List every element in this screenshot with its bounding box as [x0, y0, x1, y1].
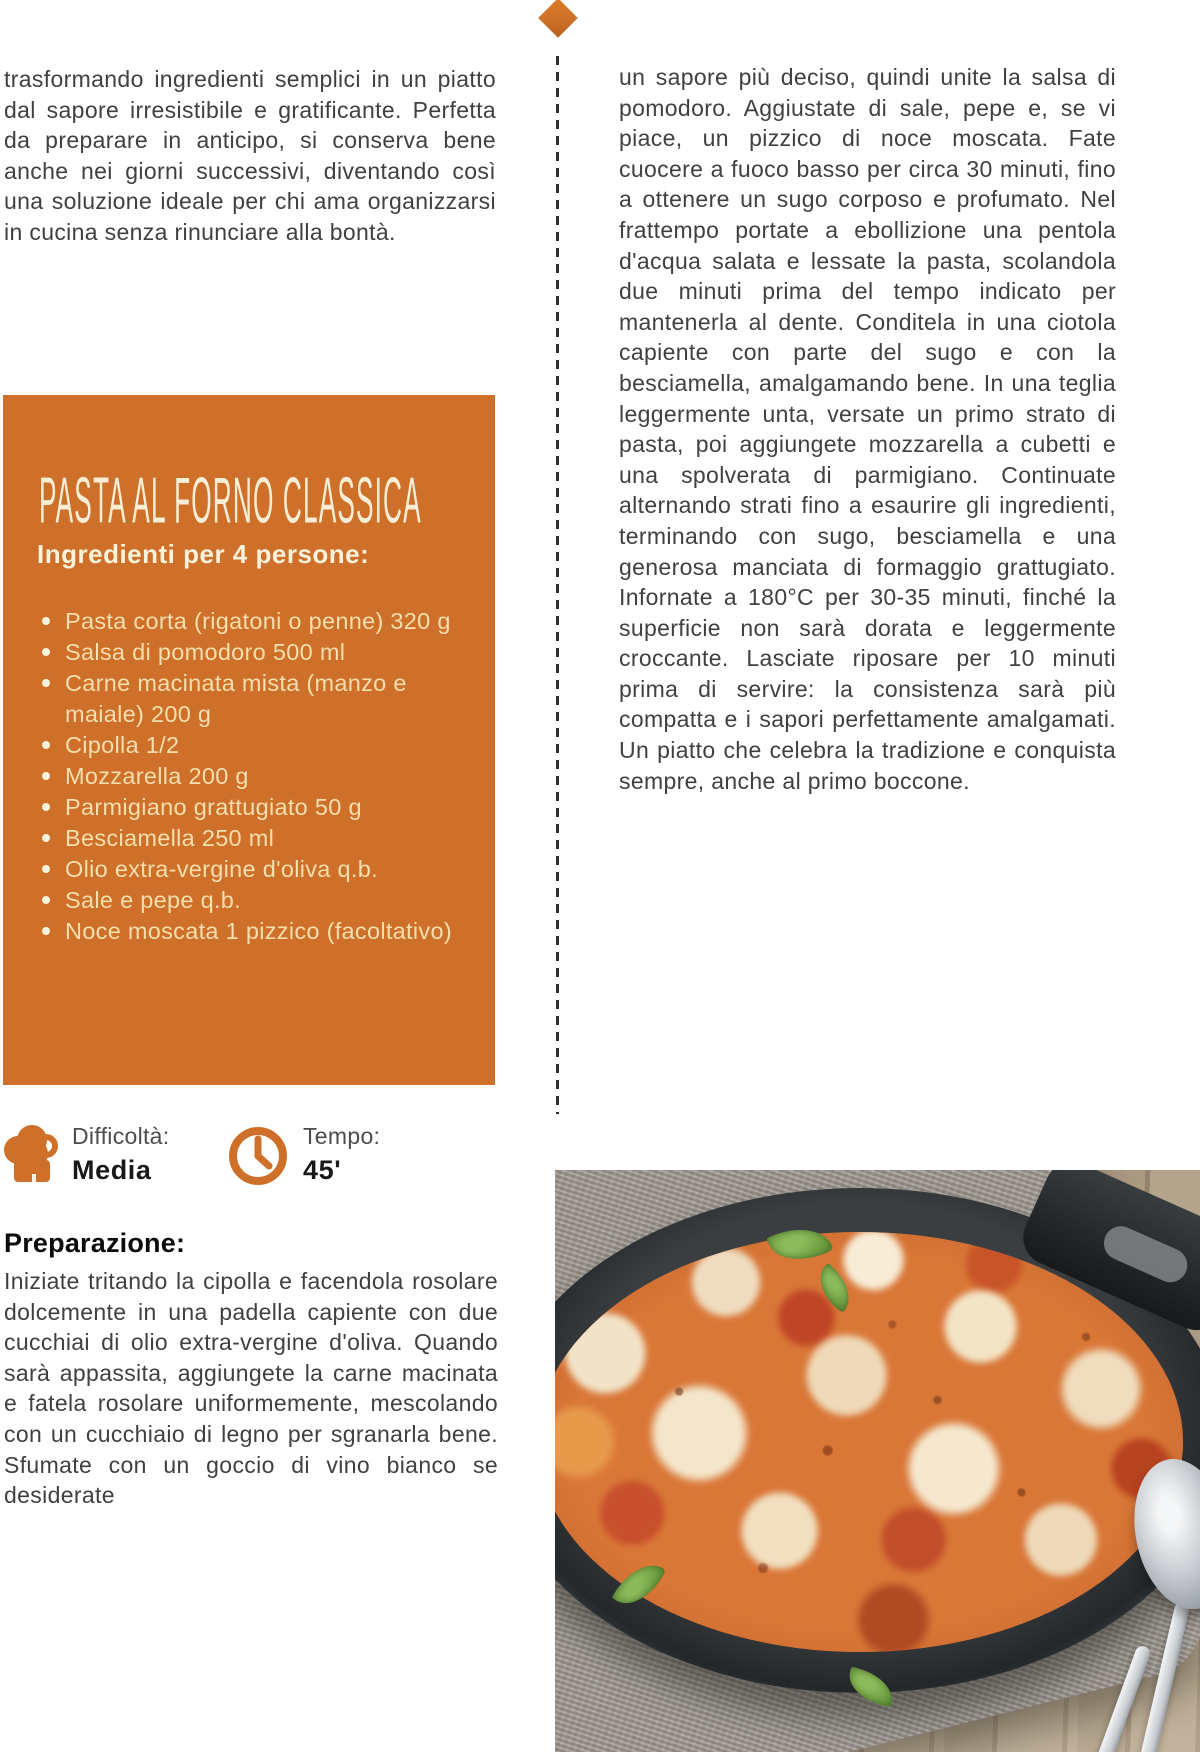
intro-paragraph: trasformando ingredienti semplici in un piatto dal sapore irresistibile e gratificante. Perfetta da preparare in anticipo, si conserva bene anche nei giorni successivi, diventando così una soluzione ideale per chi ama organizzarsi in cucina senza rinunciare alla bontà.	[4, 66, 496, 245]
ingredient-item: Parmigiano grattugiato 50 g	[37, 792, 467, 823]
ingredient-item: Olio extra-vergine d'oliva q.b.	[37, 854, 467, 885]
chef-hat-icon	[2, 1124, 62, 1192]
preparation-paragraph: Iniziate tritando la cipolla e facendola rosolare dolcemente in una padella capiente con due cucchiai di olio extra-vergine d'oliva. Quando sarà appassita, aggiungete la carne macinata e fatela rosolare uniformemente, mescolando con un cucchiaio di legno per sgranarla bene. Sfumate con un goccio di vino bianco se desiderate	[4, 1268, 498, 1509]
clock-icon	[228, 1126, 288, 1186]
difficulty-value: Media	[72, 1155, 152, 1185]
ingredients-heading: Ingredienti per 4 persone:	[37, 539, 370, 569]
ingredient-item: Besciamella 250 ml	[37, 823, 467, 854]
time-label: Tempo:	[303, 1123, 381, 1149]
ingredient-item: Salsa di pomodoro 500 ml	[37, 637, 467, 668]
ingredient-item: Carne macinata mista (manzo e maiale) 200 g	[37, 668, 467, 730]
difficulty-label: Difficoltà:	[72, 1123, 170, 1149]
diamond-icon	[538, 0, 578, 38]
preparation-heading: Preparazione:	[4, 1228, 186, 1258]
time-value: 45'	[303, 1155, 342, 1185]
ingredient-item: Sale e pepe q.b.	[37, 885, 467, 916]
ingredient-item: Mozzarella 200 g	[37, 761, 467, 792]
recipe-meta	[0, 1120, 470, 1200]
column-divider	[556, 56, 559, 1114]
ingredients-list	[37, 606, 467, 947]
recipe-title: PASTA AL FORNO CLASSICA	[39, 463, 422, 537]
recipe-card	[3, 395, 495, 1085]
ingredient-item: Cipolla 1/2	[37, 730, 467, 761]
ingredient-item: Noce moscata 1 pizzico (facoltativo)	[37, 916, 467, 947]
body-continuation-paragraph: un sapore più deciso, quindi unite la salsa di pomodoro. Aggiustate di sale, pepe e, se vi piace, un pizzico di noce moscata. Fate cuocere a fuoco basso per circa 30 minuti, fino a ottenere un sugo corposo e profumato. Nel frattempo portate a ebollizione una pentola d'acqua salata e lessate la pasta, scolandola due minuti prima del tempo indicato per mantenerla al dente. Conditela in una ciotola capiente con parte del sugo e con la besciamella, amalgamando bene. In una teglia leggermente unta, versate un primo strato di pasta, poi aggiungete mozzarella a cubetti e una spolverata di parmigiano. Continuate alternando strati fino a esaurire gli ingredienti, terminando con sugo, besciamella e una generosa manciata di formaggio grattugiato. Infornate a 180°C per 30-35 minuti, finché la superficie non sarà dorata e leggermente croccante. Lasciate riposare per 10 minuti prima di servire: la consistenza sarà più compatta e i sapori perfettamente amalgamati. Un piatto che celebra la tradizione e conquista sempre, anche al primo boccone.	[619, 64, 1116, 794]
ingredient-item: Pasta corta (rigatoni o penne) 320 g	[37, 606, 467, 637]
recipe-photo	[555, 1170, 1200, 1752]
